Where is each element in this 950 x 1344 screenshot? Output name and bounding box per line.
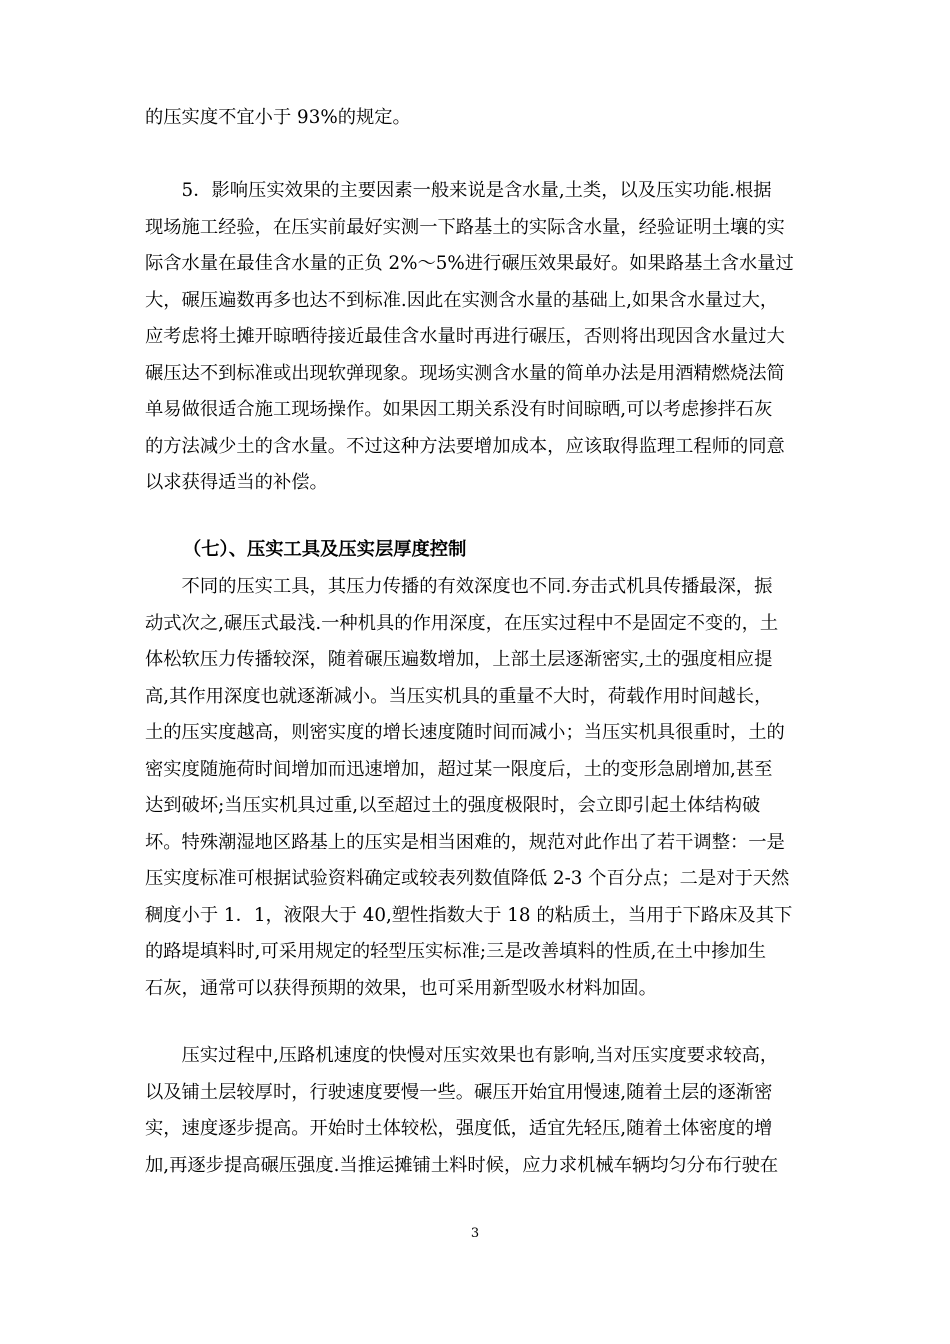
text-line: 际含水量在最佳含水量的正负 2%～5%进行碾压效果最好。如果路基土含水量过 <box>145 253 794 274</box>
section-heading: （七）、压实工具及压实层厚度控制 <box>183 539 467 560</box>
text-line: 的路堤填料时,可采用规定的轻型压实标准;三是改善填料的性质,在土中掺加生 <box>145 941 767 962</box>
section-heading-block <box>145 532 813 569</box>
text-line: 体松软压力传播较深，随着碾压遍数增加，上部土层逐渐密实,土的强度相应提 <box>145 649 773 670</box>
text-line: 石灰，通常可以获得预期的效果，也可采用新型吸水材料加固。 <box>145 977 657 999</box>
text-line: 以求获得适当的补偿。 <box>145 472 328 493</box>
text-line: 碾压达不到标准或出现软弹现象。现场实测含水量的简单办法是用酒精燃烧法简 <box>145 362 785 384</box>
text-line: 以及铺土层较厚时，行驶速度要慢一些。碾压开始宜用慢速,随着土层的逐渐密 <box>145 1081 773 1103</box>
text-line: 压实度标准可根据试验资料确定或较表列数值降低 2-3 个百分点；二是对于天然 <box>145 868 790 889</box>
text-line: 的方法减少土的含水量。不过这种方法要增加成本，应该取得监理工程师的同意 <box>145 435 785 457</box>
text-line: 土的压实度越高，则密实度的增长速度随时间而减小；当压实机具很重时，土的 <box>145 722 785 743</box>
text-line: 不同的压实工具，其压力传播的有效深度也不同.夯击式机具传播最深，振 <box>145 576 773 597</box>
text-line: 稠度小于 1．1，液限大于 40,塑性指数大于 18 的粘质土，当用于下路床及其下 <box>145 904 793 926</box>
paragraph-compaction-tools <box>145 569 813 1007</box>
text-line: 大，碾压遍数再多也达不到标准.因此在实测含水量的基础上,如果含水量过大， <box>145 289 779 311</box>
text-line: 5．影响压实效果的主要因素一般来说是含水量,土类，以及压实功能.根据 <box>145 180 772 201</box>
text-line: 单易做很适合施工现场操作。如果因工期关系没有时间晾晒,可以考虑掺拌石灰 <box>145 399 773 420</box>
text-line: 的压实度不宜小于 93%的规定。 <box>145 107 411 128</box>
text-line: 动式次之,碾压式最浅.一种机具的作用深度，在压实过程中不是固定不变的，土 <box>145 612 779 634</box>
text-line: 压实过程中,压路机速度的快慢对压实效果也有影响,当对压实度要求较高， <box>145 1045 779 1066</box>
paragraph-roller-speed <box>145 1038 813 1184</box>
text-line: 高,其作用深度也就逐渐减小。当压实机具的重量不大时，荷载作用时间越长， <box>145 685 773 707</box>
text-line: 现场施工经验，在压实前最好实测一下路基土的实际含水量，经验证明土壤的实 <box>145 216 785 238</box>
text-line: 加,再逐步提高碾压强度.当推运摊铺土料时候，应力求机械车辆均匀分布行驶在 <box>145 1154 779 1176</box>
paragraph-continuation <box>145 100 813 137</box>
text-line: 密实度随施荷时间增加而迅速增加，超过某一限度后，土的变形急剧增加,甚至 <box>145 758 773 780</box>
text-line: 达到破坏;当压实机具过重,以至超过土的强度极限时，会立即引起土体结构破 <box>145 795 761 816</box>
page-number: 3 <box>470 1226 480 1241</box>
text-line: 坏。特殊潮湿地区路基上的压实是相当困难的，规范对此作出了若干调整：一是 <box>145 831 785 853</box>
text-line: 应考虑将土摊开晾晒待接近最佳含水量时再进行碾压，否则将出现因含水量过大 <box>145 326 785 347</box>
paragraph-moisture-content <box>145 173 813 502</box>
text-line: 实，速度逐步提高。开始时土体较松，强度低，适宜先轻压,随着土体密度的增 <box>145 1118 773 1139</box>
